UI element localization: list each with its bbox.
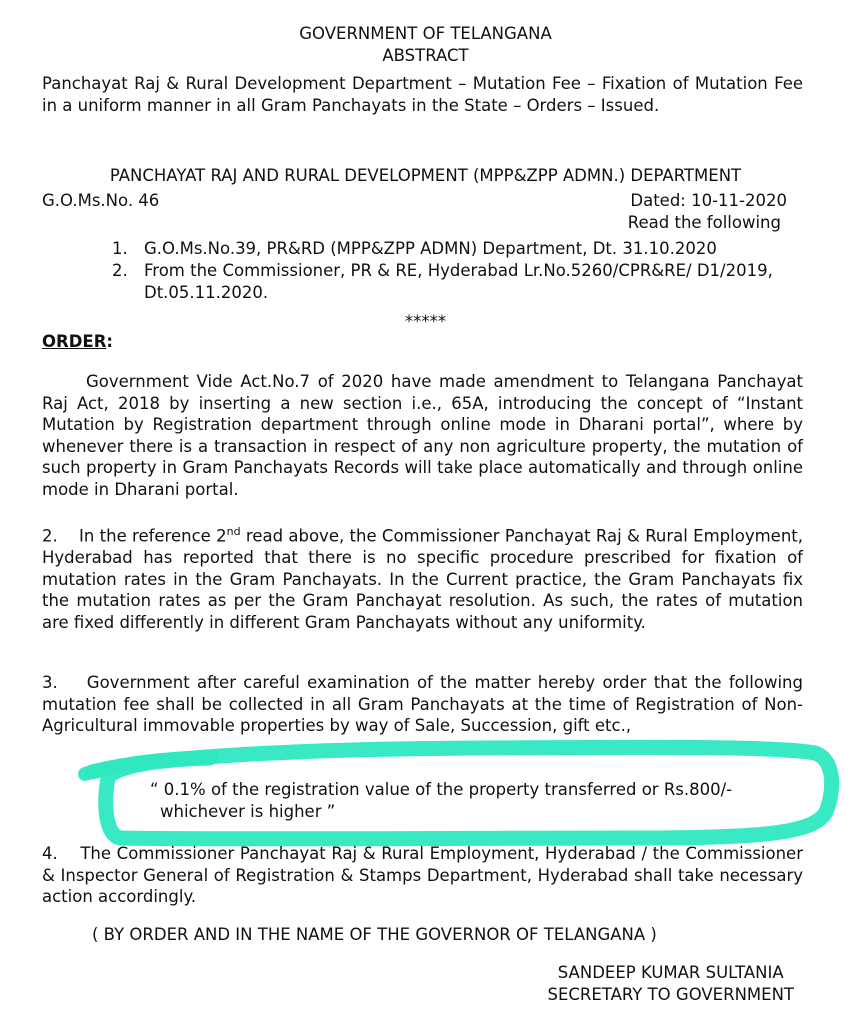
reference-list <box>112 238 792 304</box>
separator: ***** <box>404 312 447 331</box>
abstract-subject: Panchayat Raj & Rural Development Department – Mutation Fee – Fixation of Mutation Fee in a uniform manner in all Gram Panchayats in the State – Orders – Issued. <box>42 74 803 115</box>
mutation-fee-quote-line-1: “ 0.1% of the registration value of the property transferred or Rs.800/- <box>150 780 733 799</box>
paragraph-2-text-b: read above, the Commissioner Panchayat Raj & Rural Employment, Hyderabad has reported that there is no specific procedure prescribed for fixation of mutation rates in the Gram Panchayats. In the Current practice, the Gram Panchayats fix the mutation rates as per the Gram Panchayat resolution. As such, the rates of mutation are fixed differently in different Gram Panchayats without any uniformity. <box>42 526 803 632</box>
paragraph-2-superscript: nd <box>226 525 241 538</box>
reference-number: 2. <box>112 261 128 280</box>
signatory-name: SANDEEP KUMAR SULTANIA <box>557 963 784 982</box>
signatory-block <box>547 962 794 1005</box>
paragraph-2-number: 2. <box>42 526 58 546</box>
paragraph-2-text-a: In the reference 2 <box>79 526 227 546</box>
order-heading-text: ORDER <box>42 332 107 351</box>
department-name: PANCHAYAT RAJ AND RURAL DEVELOPMENT (MPP&ZPP ADMN.) DEPARTMENT <box>109 166 742 185</box>
order-heading-colon: : <box>106 332 114 351</box>
paragraph-4-text: The Commissioner Panchayat Raj & Rural Employment, Hyderabad / the Commissioner & Inspector General of Registration & Stamps Department, Hyderabad shall take necessary action accordingly. <box>42 844 803 907</box>
header-abstract: ABSTRACT <box>382 46 469 65</box>
order-heading <box>42 332 113 351</box>
governor-order-line: ( BY ORDER AND IN THE NAME OF THE GOVERNOR OF TELANGANA ) <box>92 925 657 944</box>
paragraph-3-text: Government after careful examination of the matter hereby order that the following mutation fee shall be collected in all Gram Panchayats at the time of Registration of Non-Agricultural immovable properties by way of Sale, Succession, gift etc., <box>42 673 803 736</box>
go-number: G.O.Ms.No. 46 <box>42 191 160 210</box>
reference-text: G.O.Ms.No.39, PR&RD (MPP&ZPP ADMN) Department, Dt. 31.10.2020 <box>144 239 717 258</box>
paragraph-3 <box>42 672 803 737</box>
reference-item <box>112 260 792 304</box>
read-following: Read the following <box>627 213 781 232</box>
reference-item <box>112 238 792 260</box>
header-title: GOVERNMENT OF TELANGANA <box>299 24 552 43</box>
order-date: Dated: 10-11-2020 <box>630 191 787 210</box>
paragraph-3-number: 3. <box>42 673 58 692</box>
paragraph-2 <box>42 521 803 633</box>
reference-text: From the Commissioner, PR & RE, Hyderabad Lr.No.5260/CPR&RE/ D1/2019, Dt.05.11.2020. <box>144 261 773 302</box>
reference-number: 1. <box>112 239 128 258</box>
paragraph-4 <box>42 843 803 908</box>
paragraph-1: Government Vide Act.No.7 of 2020 have made amendment to Telangana Panchayat Raj Act, 2018 by inserting a new section i.e., 65A, introducing the concept of “Instant Mutation by Registration department through online mode in Dharani portal”, where by whenever there is a transaction in respect of any non agriculture property, the mutation of such property in Gram Panchayats Records will take place automatically and through online mode in Dharani portal. <box>42 372 803 499</box>
signatory-title: SECRETARY TO GOVERNMENT <box>547 984 794 1004</box>
paragraph-4-number: 4. <box>42 844 58 863</box>
mutation-fee-quote-line-2: whichever is higher ” <box>160 801 336 821</box>
mutation-fee-quote <box>150 779 732 822</box>
